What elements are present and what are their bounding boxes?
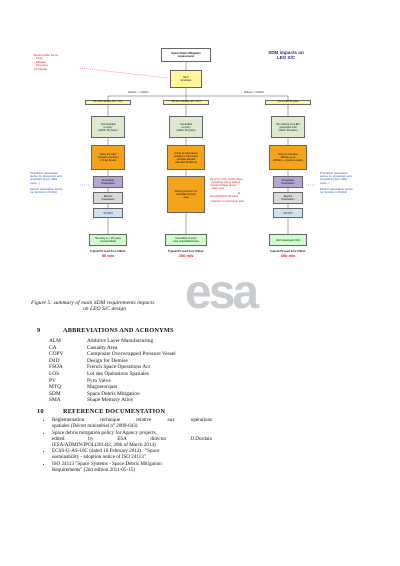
- right-firing-line-2: altitude up to: [280, 156, 296, 159]
- abbrev-row: [0, 358, 400, 365]
- left-propulsion-passivation: [93, 176, 123, 188]
- reference-item: [52, 448, 212, 460]
- abbrev-key: SDM: [49, 390, 61, 397]
- dv-mid-label: Typical DV need from 700km:: [168, 250, 204, 253]
- mid-firing-line-2: perigee to the lowest: [174, 154, 198, 158]
- section-9-title: ABBREVIATIONS AND ACRONYMS: [63, 327, 174, 334]
- reorbit-line-2: graveyard orbit: [279, 125, 297, 129]
- right-electric-passivation: [273, 192, 303, 204]
- destroyable-line-1: Destroyable items :: [34, 53, 60, 57]
- sdm-impacts-line-1: SDM impacts on: [268, 50, 304, 55]
- abbrev-key: SMA: [49, 397, 61, 404]
- left-blue-4: valve...): [30, 180, 40, 185]
- dv-mid-value: 200 m/s: [178, 253, 194, 258]
- abbrev-value: Magnetorquer: [87, 384, 118, 391]
- destroyable-line-3: - Wheels: [34, 59, 46, 64]
- right-firing-box: [269, 145, 307, 170]
- reorbit-line-1: Re-orbiting out LEO: [276, 122, 300, 126]
- abbrev-value: Additive Layer Manufacturing: [87, 338, 154, 344]
- casualty-tag-mid: S/C with casualty risk > 10-4: [163, 100, 209, 105]
- left-thrusters-line-1: Using the LEO: [99, 153, 117, 156]
- end-left-line-1: Re-entry in < 25 years: [95, 237, 121, 240]
- left-blue-6: Electric passivation device: [30, 186, 63, 191]
- abbrev-row: [0, 378, 400, 385]
- reentry-25y-box: [89, 234, 127, 246]
- left-prop-line-2: Passivation: [101, 182, 115, 185]
- reentry-motor-note: [210, 178, 268, 203]
- abbrev-key: MTQ: [49, 384, 61, 391]
- sdm-requirements-line-1: Space Debris Mitigation requirements: [171, 52, 201, 58]
- mlo-line-1: MLO: [183, 76, 189, 79]
- sdm-diagram: [30, 38, 375, 278]
- right-blue-3: propellant (pyro, SMA: [320, 177, 348, 182]
- dv-cost-mid: [160, 250, 212, 258]
- abbrev-row: [0, 371, 400, 378]
- section-10-heading: [37, 408, 165, 415]
- mlo-line-2: Envelope: [180, 79, 192, 82]
- ref-1-line-1: • Réglementation technique relative aux opérations: [52, 417, 212, 423]
- abbrev-row: [0, 397, 400, 404]
- altitude-left-label: Altitude < 1 200km: [128, 91, 149, 94]
- controlled-line-3: (within 25 years): [176, 128, 196, 132]
- left-elec-line-2: Passivation: [101, 198, 115, 201]
- mid-firing-line-3: possible altitude: [176, 157, 196, 161]
- left-blue-2: device for pressurant and: [30, 174, 62, 179]
- dv-right-value: 300 m/s: [280, 253, 296, 258]
- abbrev-value: Composite Overwrapped Pressure Vessel: [87, 351, 176, 358]
- dv-right-label: Typical DV need from 700km:: [270, 250, 306, 253]
- right-blue-2: device for pressurant and: [320, 174, 352, 179]
- motor-note-6: Δt: [237, 192, 241, 195]
- abbrev-row: [0, 351, 400, 358]
- abbrev-value: Loi des Opérations Spatiales: [87, 371, 149, 377]
- section-10-title: REFERENCE DOCUMENTATION: [63, 408, 166, 415]
- last-burn-line-1: Storing last burn for: [174, 190, 198, 193]
- destroyable-items-note: [34, 54, 86, 71]
- figure-caption: [31, 300, 231, 313]
- motor-note-7: Δt of 5/10/20 N thrusters: [210, 195, 239, 198]
- uncontrolled-line-2: re-entry: [103, 125, 113, 129]
- uncontrolled-line-3: (within 25 years): [98, 128, 118, 132]
- abbrev-row: [0, 384, 400, 391]
- left-thrusters-box: [91, 145, 125, 170]
- right-blue-6: Electric passivation device: [320, 186, 353, 191]
- right-blue-4: valve...): [320, 180, 330, 185]
- right-passivation-devices-note: [320, 172, 374, 194]
- section-10-number: 10: [37, 408, 44, 415]
- abbrev-key: COPV: [49, 351, 64, 358]
- right-elec-line-2: Passivation: [281, 198, 295, 201]
- ref-3-line-1: • ECSS-U-AS-10C (dated 10 February 2012) : "Space: [52, 448, 160, 455]
- ref-1-line-2: spatiales (Décret ministériel n° 2009-643): [52, 423, 138, 430]
- right-propulsion-passivation: [273, 176, 303, 188]
- controlled-reentry-box: [169, 116, 203, 138]
- controlled-line-1: Controlled: [180, 122, 192, 126]
- abbrev-row: [0, 364, 400, 371]
- motor-note-2: - hydrazine with or without: [210, 181, 241, 184]
- end-left-line-2: (uncontrolled): [100, 240, 116, 243]
- abbrev-value: Shape Memory Alloy: [87, 397, 134, 404]
- abbrev-value: Space Debris Mitigation: [87, 390, 140, 397]
- left-electric-passivation: [93, 192, 123, 204]
- abbrev-key: FSOA: [49, 364, 63, 371]
- ref-4-line-1: • ISO 24113 "Space Systems - Space Debris Mitigation: [52, 460, 162, 467]
- sdm-impacts-title: [256, 50, 316, 60]
- destroyable-line-4: - Structure: [34, 63, 49, 68]
- abbrev-key: PV: [49, 377, 56, 384]
- ref-4-line-2: Requirements" (2nd edition 2011-05-15): [52, 466, 135, 473]
- right-sc-dfi-box: S/C DFI: [273, 208, 303, 218]
- right-prop-line-2: Passivation: [281, 182, 295, 185]
- left-sc-dfi-box: S/C DFI: [93, 208, 123, 218]
- mlo-envelope-box: [170, 70, 202, 88]
- motor-note-1: Re-entry motor (400N class):: [210, 178, 244, 181]
- abbrev-value: Casualty Area: [87, 344, 118, 351]
- abbrev-key: D4D: [49, 357, 60, 364]
- destroyable-line-2: - Tank: [34, 56, 43, 61]
- svg-text:esa: esa: [185, 266, 257, 316]
- right-elec-line-1: Electric: [283, 195, 293, 198]
- left-elec-line-1: Electric: [103, 195, 113, 198]
- abbrev-row: [0, 338, 400, 345]
- abbrev-value: Design for Demise: [87, 357, 128, 364]
- dv-left-value: 50 m/s: [101, 253, 115, 258]
- uncontrolled-reentry-box: [91, 116, 125, 138]
- abbrev-key: LOS: [49, 371, 60, 377]
- last-burn-line-2: controlled impact: [176, 193, 196, 196]
- last-burn-line-3: area: [183, 196, 189, 199]
- left-prop-line-1: Propulsion: [101, 179, 115, 182]
- dv-left-label: Typical DV need from 700km:: [90, 250, 126, 253]
- section-9-number: 9: [37, 327, 41, 334]
- reorbit-line-3: (within 25 years): [278, 128, 298, 132]
- abbrev-value: Pyro Valve: [87, 377, 111, 384]
- sdm-impacts-line-2: LEO S/C: [276, 55, 296, 60]
- controlled-line-2: re-entry: [181, 125, 191, 129]
- left-thrusters-line-2: thrusters (rockets): [97, 156, 119, 159]
- dv-cost-left: [84, 250, 132, 258]
- dv-cost-right: [264, 250, 312, 258]
- ref-2-line-1: • Space debris mitigation policy for Agency projects,: [52, 429, 157, 436]
- reference-list: [44, 417, 212, 473]
- ref-2-line-2: edited by ESA director JJ.Dordain: [52, 435, 212, 442]
- right-blue-1: Propulsion passivation: [320, 171, 348, 175]
- ref-2-line-3: (ESA/ADMIN/IPOL(2014)2, 28th of March 2014): [52, 441, 156, 448]
- casualty-tag-left: S/C with casualty risk < 10-4: [85, 100, 131, 105]
- reorbiting-box: [271, 116, 305, 138]
- motor-note-4: - solid motor: [210, 187, 225, 190]
- ref-3-line-2: sustainability - adoption notice of ISO 24113": [52, 454, 146, 461]
- end-mid-line-1: Controlled re-entry: [175, 237, 197, 240]
- motor-note-9: - Need for a much larger tank: [210, 200, 244, 203]
- abbrev-value: French Space Operations Act: [87, 364, 151, 371]
- altitude-right-label: Altitude > 1200km: [244, 91, 265, 94]
- left-blue-3: propellant (pyro, SMA: [30, 177, 58, 182]
- end-mid-line-2: over uninhabited area: [173, 240, 199, 243]
- abbrev-row: [0, 345, 400, 352]
- mid-firing-line-4: (via LEO thrusters): [175, 160, 197, 164]
- mid-firing-box: [167, 145, 205, 170]
- section-9-heading: [37, 327, 174, 334]
- sdm-requirements-box: [161, 48, 211, 62]
- casualty-tag-right: S/C in LEO 25 years: [265, 100, 311, 105]
- left-thrusters-line-3: or drag device: [99, 159, 117, 162]
- caption-line-2: on LEO S/C design: [83, 306, 127, 313]
- mid-firing-line-1: Firing as decreased: [174, 151, 198, 155]
- destroyable-line-5: (3 typical): [34, 66, 48, 71]
- uncontrolled-line-1: Uncontrolled: [100, 122, 116, 126]
- left-blue-1: Propulsion passivation: [30, 171, 58, 175]
- reference-item: [52, 461, 212, 473]
- right-prop-line-1: Propulsion: [281, 179, 295, 182]
- reference-item: [52, 417, 212, 429]
- abbrev-key: CA: [49, 344, 57, 351]
- abbrev-key: ALM: [49, 338, 61, 344]
- leo-graveyard-box: [269, 234, 307, 246]
- caption-line-1: Figure 5: summary of main SDM requirements impacts: [31, 300, 155, 306]
- right-blue-7: (on function in PCDU): [320, 190, 348, 195]
- mid-last-burn-box: [167, 176, 205, 213]
- controlled-reentry-end-box: [165, 234, 207, 246]
- abbrev-row: [0, 391, 400, 398]
- motor-note-3: reignition/ullage device: [210, 184, 237, 187]
- right-firing-line-1: Firing to increase: [278, 153, 298, 156]
- right-firing-line-3: 2000km + structure safety: [273, 159, 303, 162]
- left-blue-7: (on function in PCDU): [30, 190, 58, 195]
- left-passivation-devices-note: [30, 172, 82, 194]
- end-right-line-1: LEO Graveyard Orbit: [275, 238, 301, 242]
- reference-item: [52, 430, 212, 448]
- abbreviation-list: [0, 338, 400, 408]
